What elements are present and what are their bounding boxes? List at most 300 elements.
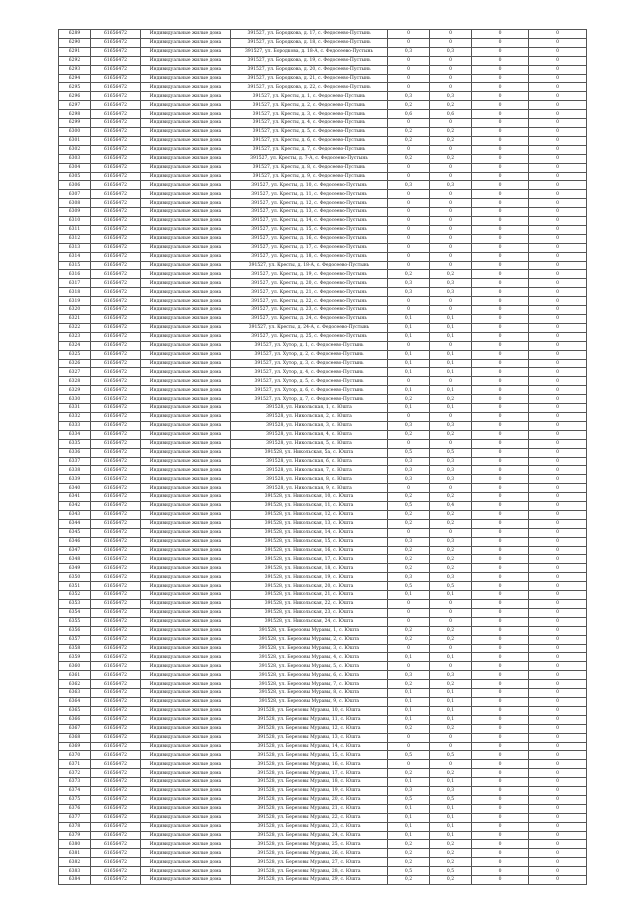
value-cell-1: 0 <box>388 608 430 617</box>
address-cell: 391528, ул. Никольская, 19, с. Юшта <box>231 573 388 582</box>
row-number-cell: 6333 <box>59 421 91 430</box>
object-type-cell: Индивидуальные жилые дома <box>141 412 231 421</box>
address-cell: 391528, ул. Березовы Муравы, 21, с. Юшта <box>231 804 388 813</box>
row-number-cell: 6304 <box>59 163 91 172</box>
value-cell-1: 0,2 <box>388 769 430 778</box>
address-cell: 391527, ул. Хутор, д. 6, с. Федосеево-Пустынь <box>231 386 388 395</box>
object-type-cell: Индивидуальные жилые дома <box>141 787 231 796</box>
table-row <box>59 234 587 243</box>
data-table <box>58 29 587 885</box>
object-type-cell: Индивидуальные жилые дома <box>141 332 231 341</box>
row-number-cell: 6311 <box>59 225 91 234</box>
address-cell: 391527, ул. Кресты, д. 24-А, с. Федосеево-Пустынь <box>231 323 388 332</box>
row-number-cell: 6328 <box>59 377 91 386</box>
value-cell-1: 0,1 <box>388 386 430 395</box>
value-cell-2: 0,3 <box>430 787 472 796</box>
code-cell: 61656472 <box>91 662 141 671</box>
object-type-cell: Индивидуальные жилые дома <box>141 867 231 876</box>
row-number-cell: 6303 <box>59 154 91 163</box>
address-cell: 391527, ул. Кресты, д. 18, с. Федосеево-Пустынь <box>231 252 388 261</box>
table-row <box>59 243 587 252</box>
value-cell-4: 0 <box>529 234 587 243</box>
value-cell-1: 0,1 <box>388 813 430 822</box>
value-cell-3: 0 <box>472 858 529 867</box>
value-cell-2: 0 <box>430 617 472 626</box>
address-cell: 391527, ул. Кресты, д. 14, с. Федосеево-Пустынь <box>231 217 388 226</box>
address-cell: 391528, ул. Никольская, 12, с. Юшта <box>231 510 388 519</box>
object-type-cell: Индивидуальные жилые дома <box>141 804 231 813</box>
value-cell-4: 0 <box>529 528 587 537</box>
row-number-cell: 6307 <box>59 190 91 199</box>
value-cell-3: 0 <box>472 546 529 555</box>
object-type-cell: Индивидуальные жилые дома <box>141 769 231 778</box>
table-row <box>59 635 587 644</box>
code-cell: 61656472 <box>91 136 141 145</box>
value-cell-4: 0 <box>529 519 587 528</box>
value-cell-1: 0 <box>388 261 430 270</box>
object-type-cell: Индивидуальные жилые дома <box>141 181 231 190</box>
value-cell-2: 0,3 <box>430 92 472 101</box>
value-cell-2: 0,1 <box>430 359 472 368</box>
table-row <box>59 350 587 359</box>
value-cell-1: 0 <box>388 30 430 39</box>
table-row <box>59 858 587 867</box>
value-cell-2: 0,2 <box>430 546 472 555</box>
value-cell-1: 0,3 <box>388 573 430 582</box>
value-cell-4: 0 <box>529 172 587 181</box>
value-cell-3: 0 <box>472 867 529 876</box>
value-cell-4: 0 <box>529 635 587 644</box>
value-cell-3: 0 <box>472 804 529 813</box>
value-cell-2: 0,2 <box>430 858 472 867</box>
object-type-cell: Индивидуальные жилые дома <box>141 350 231 359</box>
value-cell-1: 0,2 <box>388 430 430 439</box>
value-cell-3: 0 <box>472 778 529 787</box>
value-cell-1: 0,3 <box>388 671 430 680</box>
value-cell-2: 0 <box>430 733 472 742</box>
value-cell-1: 0,1 <box>388 689 430 698</box>
object-type-cell: Индивидуальные жилые дома <box>141 519 231 528</box>
address-cell: 391528, ул. Березовы Муравы, 17, с. Юшта <box>231 769 388 778</box>
value-cell-3: 0 <box>472 190 529 199</box>
value-cell-4: 0 <box>529 591 587 600</box>
value-cell-4: 0 <box>529 315 587 324</box>
code-cell: 61656472 <box>91 306 141 315</box>
value-cell-3: 0 <box>472 502 529 511</box>
address-cell: 391528, ул. Никольская, 2, с. Юшта <box>231 412 388 421</box>
value-cell-1: 0,1 <box>388 822 430 831</box>
object-type-cell: Индивидуальные жилые дома <box>141 733 231 742</box>
object-type-cell: Индивидуальные жилые дома <box>141 386 231 395</box>
value-cell-2: 0,2 <box>430 724 472 733</box>
table-row <box>59 662 587 671</box>
code-cell: 61656472 <box>91 30 141 39</box>
value-cell-4: 0 <box>529 769 587 778</box>
value-cell-4: 0 <box>529 279 587 288</box>
value-cell-2: 0,3 <box>430 466 472 475</box>
value-cell-2: 0 <box>430 252 472 261</box>
address-cell: 391527, ул. Хутор, д. 3, с. Федосеево-Пустынь <box>231 359 388 368</box>
value-cell-3: 0 <box>472 101 529 110</box>
value-cell-3: 0 <box>472 261 529 270</box>
code-cell: 61656472 <box>91 493 141 502</box>
value-cell-4: 0 <box>529 662 587 671</box>
value-cell-2: 0,3 <box>430 537 472 546</box>
value-cell-1: 0 <box>388 484 430 493</box>
value-cell-2: 0 <box>430 163 472 172</box>
code-cell: 61656472 <box>91 822 141 831</box>
code-cell: 61656472 <box>91 332 141 341</box>
row-number-cell: 6292 <box>59 56 91 65</box>
object-type-cell: Индивидуальные жилые дома <box>141 528 231 537</box>
value-cell-3: 0 <box>472 573 529 582</box>
value-cell-1: 0,2 <box>388 519 430 528</box>
value-cell-3: 0 <box>472 30 529 39</box>
object-type-cell: Индивидуальные жилые дома <box>141 270 231 279</box>
table-row <box>59 804 587 813</box>
code-cell: 61656472 <box>91 270 141 279</box>
row-number-cell: 6339 <box>59 475 91 484</box>
code-cell: 61656472 <box>91 199 141 208</box>
value-cell-4: 0 <box>529 849 587 858</box>
value-cell-1: 0 <box>388 760 430 769</box>
row-number-cell: 6302 <box>59 145 91 154</box>
row-number-cell: 6310 <box>59 217 91 226</box>
value-cell-2: 0,1 <box>430 350 472 359</box>
value-cell-4: 0 <box>529 368 587 377</box>
value-cell-3: 0 <box>472 510 529 519</box>
value-cell-2: 0,2 <box>430 635 472 644</box>
value-cell-2: 0,2 <box>430 849 472 858</box>
table-row <box>59 831 587 840</box>
value-cell-3: 0 <box>472 315 529 324</box>
address-cell: 391528, ул. Никольская, 6, с. Юшта <box>231 457 388 466</box>
address-cell: 391528, ул. Никольская, 5, с. Юшта <box>231 439 388 448</box>
value-cell-3: 0 <box>472 127 529 136</box>
table-row <box>59 288 587 297</box>
table-row <box>59 689 587 698</box>
row-number-cell: 6316 <box>59 270 91 279</box>
value-cell-1: 0,5 <box>388 795 430 804</box>
object-type-cell: Индивидуальные жилые дома <box>141 653 231 662</box>
address-cell: 391527, ул. Кресты, д. 6, с. Федосеево-Пустынь <box>231 136 388 145</box>
table-row <box>59 315 587 324</box>
object-type-cell: Индивидуальные жилые дома <box>141 876 231 885</box>
code-cell: 61656472 <box>91 323 141 332</box>
value-cell-1: 0,2 <box>388 858 430 867</box>
code-cell: 61656472 <box>91 110 141 119</box>
value-cell-2: 0,2 <box>430 769 472 778</box>
table-row <box>59 778 587 787</box>
code-cell: 61656472 <box>91 502 141 511</box>
address-cell: 391527, ул. Кресты, д. 13, с. Федосеево-Пустынь <box>231 208 388 217</box>
value-cell-4: 0 <box>529 101 587 110</box>
value-cell-4: 0 <box>529 840 587 849</box>
value-cell-1: 0 <box>388 733 430 742</box>
table-row <box>59 217 587 226</box>
code-cell: 61656472 <box>91 234 141 243</box>
value-cell-1: 0,2 <box>388 101 430 110</box>
code-cell: 61656472 <box>91 261 141 270</box>
row-number-cell: 6364 <box>59 697 91 706</box>
value-cell-2: 0 <box>430 65 472 74</box>
value-cell-4: 0 <box>529 600 587 609</box>
value-cell-1: 0,6 <box>388 110 430 119</box>
value-cell-1: 0 <box>388 377 430 386</box>
value-cell-1: 0,1 <box>388 831 430 840</box>
table-row <box>59 528 587 537</box>
address-cell: 391528, ул. Березовы Муравы, 14, с. Юшта <box>231 742 388 751</box>
value-cell-4: 0 <box>529 47 587 56</box>
address-cell: 391528, ул. Березовы Муравы, 19, с. Юшта <box>231 787 388 796</box>
address-cell: 391528, ул. Березовы Муравы, 13, с. Юшта <box>231 733 388 742</box>
address-cell: 391527, ул. Кресты, д. 25, с. Федосеево-Пустынь <box>231 332 388 341</box>
value-cell-4: 0 <box>529 439 587 448</box>
table-row <box>59 359 587 368</box>
row-number-cell: 6331 <box>59 404 91 413</box>
address-cell: 391527, ул. Хутор, д. 2, с. Федосеево-Пустынь <box>231 350 388 359</box>
table-row <box>59 697 587 706</box>
row-number-cell: 6293 <box>59 65 91 74</box>
address-cell: 391528, ул. Никольская, 24, с. Юшта <box>231 617 388 626</box>
row-number-cell: 6340 <box>59 484 91 493</box>
code-cell: 61656472 <box>91 190 141 199</box>
value-cell-4: 0 <box>529 421 587 430</box>
address-cell: 391527, ул. Бородкова, д. 17, с. Федосеево-Пустынь <box>231 30 388 39</box>
value-cell-4: 0 <box>529 288 587 297</box>
address-cell: 391528, ул. Березовы Муравы, 5, с. Юшта <box>231 662 388 671</box>
value-cell-3: 0 <box>472 448 529 457</box>
table-row <box>59 617 587 626</box>
object-type-cell: Индивидуальные жилые дома <box>141 119 231 128</box>
value-cell-3: 0 <box>472 537 529 546</box>
address-cell: 391528, ул. Никольская, 23, с. Юшта <box>231 608 388 617</box>
value-cell-3: 0 <box>472 332 529 341</box>
address-cell: 391527, ул. Бородкова, д. 21, с. Федосеево-Пустынь <box>231 74 388 83</box>
address-cell: 391527, ул. Хутор, д. 4, с. Федосеево-Пустынь <box>231 368 388 377</box>
table-row <box>59 208 587 217</box>
address-cell: 391528, ул. Березовы Муравы, 24, с. Юшта <box>231 831 388 840</box>
row-number-cell: 6335 <box>59 439 91 448</box>
value-cell-1: 0 <box>388 439 430 448</box>
address-cell: 391527, ул. Кресты, д. 11, с. Федосеево-Пустынь <box>231 190 388 199</box>
value-cell-3: 0 <box>472 92 529 101</box>
value-cell-4: 0 <box>529 760 587 769</box>
object-type-cell: Индивидуальные жилые дома <box>141 47 231 56</box>
row-number-cell: 6330 <box>59 395 91 404</box>
address-cell: 391528, ул. Никольская, 7, с. Юшта <box>231 466 388 475</box>
object-type-cell: Индивидуальные жилые дома <box>141 617 231 626</box>
object-type-cell: Индивидуальные жилые дома <box>141 582 231 591</box>
object-type-cell: Индивидуальные жилые дома <box>141 395 231 404</box>
address-cell: 391527, ул. Кресты, д. 16, с. Федосеево-Пустынь <box>231 234 388 243</box>
table-row <box>59 323 587 332</box>
value-cell-4: 0 <box>529 395 587 404</box>
row-number-cell: 6365 <box>59 706 91 715</box>
value-cell-1: 0,2 <box>388 395 430 404</box>
row-number-cell: 6374 <box>59 787 91 796</box>
code-cell: 61656472 <box>91 404 141 413</box>
object-type-cell: Индивидуальные жилые дома <box>141 38 231 47</box>
table-row <box>59 395 587 404</box>
value-cell-1: 0,2 <box>388 136 430 145</box>
value-cell-3: 0 <box>472 662 529 671</box>
value-cell-1: 0 <box>388 65 430 74</box>
table-row <box>59 38 587 47</box>
value-cell-3: 0 <box>472 74 529 83</box>
row-number-cell: 6296 <box>59 92 91 101</box>
value-cell-3: 0 <box>472 208 529 217</box>
address-cell: 391528, ул. Никольская, 14, с. Юшта <box>231 528 388 537</box>
code-cell: 61656472 <box>91 769 141 778</box>
value-cell-4: 0 <box>529 671 587 680</box>
object-type-cell: Индивидуальные жилые дома <box>141 163 231 172</box>
address-cell: 391528, ул. Березовы Муравы, 25, с. Юшта <box>231 840 388 849</box>
object-type-cell: Индивидуальные жилые дома <box>141 724 231 733</box>
value-cell-3: 0 <box>472 377 529 386</box>
value-cell-2: 0,3 <box>430 671 472 680</box>
object-type-cell: Индивидуальные жилые дома <box>141 849 231 858</box>
row-number-cell: 6350 <box>59 573 91 582</box>
value-cell-4: 0 <box>529 733 587 742</box>
table-row <box>59 181 587 190</box>
object-type-cell: Индивидуальные жилые дома <box>141 573 231 582</box>
code-cell: 61656472 <box>91 386 141 395</box>
table-row <box>59 564 587 573</box>
value-cell-1: 0,2 <box>388 849 430 858</box>
address-cell: 391528, ул. Березовы Муравы, 20, с. Юшта <box>231 795 388 804</box>
row-number-cell: 6377 <box>59 813 91 822</box>
value-cell-3: 0 <box>472 110 529 119</box>
object-type-cell: Индивидуальные жилые дома <box>141 493 231 502</box>
code-cell: 61656472 <box>91 840 141 849</box>
value-cell-1: 0,5 <box>388 582 430 591</box>
table-row <box>59 849 587 858</box>
code-cell: 61656472 <box>91 484 141 493</box>
address-cell: 391528, ул. Никольская, 3, с. Юшта <box>231 421 388 430</box>
address-cell: 391528, ул. Березовы Муравы, 12, с. Юшта <box>231 724 388 733</box>
value-cell-1: 0 <box>388 644 430 653</box>
value-cell-1: 0 <box>388 600 430 609</box>
value-cell-2: 0,3 <box>430 279 472 288</box>
value-cell-4: 0 <box>529 74 587 83</box>
row-number-cell: 6306 <box>59 181 91 190</box>
value-cell-3: 0 <box>472 359 529 368</box>
code-cell: 61656472 <box>91 510 141 519</box>
row-number-cell: 6317 <box>59 279 91 288</box>
row-number-cell: 6327 <box>59 368 91 377</box>
address-cell: 391527, ул. Бородкова, д. 20, с. Федосеево-Пустынь <box>231 65 388 74</box>
table-row <box>59 225 587 234</box>
object-type-cell: Индивидуальные жилые дома <box>141 341 231 350</box>
value-cell-4: 0 <box>529 386 587 395</box>
object-type-cell: Индивидуальные жилые дома <box>141 600 231 609</box>
row-number-cell: 6301 <box>59 136 91 145</box>
row-number-cell: 6290 <box>59 38 91 47</box>
code-cell: 61656472 <box>91 528 141 537</box>
object-type-cell: Индивидуальные жилые дома <box>141 608 231 617</box>
value-cell-4: 0 <box>529 617 587 626</box>
value-cell-2: 0 <box>430 644 472 653</box>
code-cell: 61656472 <box>91 395 141 404</box>
table-row <box>59 867 587 876</box>
value-cell-1: 0,1 <box>388 591 430 600</box>
value-cell-4: 0 <box>529 270 587 279</box>
code-cell: 61656472 <box>91 243 141 252</box>
value-cell-2: 0,3 <box>430 288 472 297</box>
address-cell: 391528, ул. Березовы Муравы, 1, с. Юшта <box>231 626 388 635</box>
address-cell: 391528, ул. Березовы Муравы, 7, с. Юшта <box>231 680 388 689</box>
address-cell: 391528, ул. Березовы Муравы, 29, с. Юшта <box>231 876 388 885</box>
code-cell: 61656472 <box>91 368 141 377</box>
code-cell: 61656472 <box>91 697 141 706</box>
value-cell-2: 0 <box>430 172 472 181</box>
address-cell: 391528, ул. Никольская, 8, с. Юшта <box>231 475 388 484</box>
value-cell-3: 0 <box>472 813 529 822</box>
address-cell: 391528, ул. Никольская, 5а, с. Юшта <box>231 448 388 457</box>
value-cell-4: 0 <box>529 92 587 101</box>
address-cell: 391527, ул. Кресты, д. 15, с. Федосеево-Пустынь <box>231 225 388 234</box>
code-cell: 61656472 <box>91 217 141 226</box>
address-cell: 391527, ул. Кресты, д. 1, с. Федосеево-Пустынь <box>231 92 388 101</box>
object-type-cell: Индивидуальные жилые дома <box>141 65 231 74</box>
table-row <box>59 715 587 724</box>
code-cell: 61656472 <box>91 608 141 617</box>
row-number-cell: 6309 <box>59 208 91 217</box>
value-cell-4: 0 <box>529 706 587 715</box>
table-row <box>59 644 587 653</box>
row-number-cell: 6383 <box>59 867 91 876</box>
address-cell: 391528, ул. Никольская, 20, с. Юшта <box>231 582 388 591</box>
value-cell-2: 0,1 <box>430 822 472 831</box>
row-number-cell: 6332 <box>59 412 91 421</box>
value-cell-4: 0 <box>529 680 587 689</box>
value-cell-4: 0 <box>529 199 587 208</box>
code-cell: 61656472 <box>91 760 141 769</box>
row-number-cell: 6300 <box>59 127 91 136</box>
object-type-cell: Индивидуальные жилые дома <box>141 136 231 145</box>
table-row <box>59 47 587 56</box>
object-type-cell: Индивидуальные жилые дома <box>141 83 231 92</box>
code-cell: 61656472 <box>91 350 141 359</box>
code-cell: 61656472 <box>91 795 141 804</box>
code-cell: 61656472 <box>91 644 141 653</box>
code-cell: 61656472 <box>91 733 141 742</box>
value-cell-2: 0,1 <box>430 404 472 413</box>
value-cell-2: 0 <box>430 119 472 128</box>
code-cell: 61656472 <box>91 252 141 261</box>
code-cell: 61656472 <box>91 163 141 172</box>
table-row <box>59 706 587 715</box>
value-cell-2: 0 <box>430 190 472 199</box>
value-cell-1: 0,2 <box>388 840 430 849</box>
address-cell: 391528, ул. Березовы Муравы, 27, с. Юшта <box>231 858 388 867</box>
row-number-cell: 6315 <box>59 261 91 270</box>
value-cell-3: 0 <box>472 617 529 626</box>
address-cell: 391527, ул. Кресты, д. 22, с. Федосеево-Пустынь <box>231 297 388 306</box>
address-cell: 391527, ул. Бородкова, д. 18, с. Федосеево-Пустынь <box>231 38 388 47</box>
value-cell-2: 0 <box>430 30 472 39</box>
value-cell-2: 0 <box>430 484 472 493</box>
code-cell: 61656472 <box>91 74 141 83</box>
value-cell-3: 0 <box>472 457 529 466</box>
table-row <box>59 119 587 128</box>
row-number-cell: 6314 <box>59 252 91 261</box>
value-cell-4: 0 <box>529 323 587 332</box>
table-row <box>59 412 587 421</box>
table-row <box>59 404 587 413</box>
value-cell-1: 0 <box>388 119 430 128</box>
